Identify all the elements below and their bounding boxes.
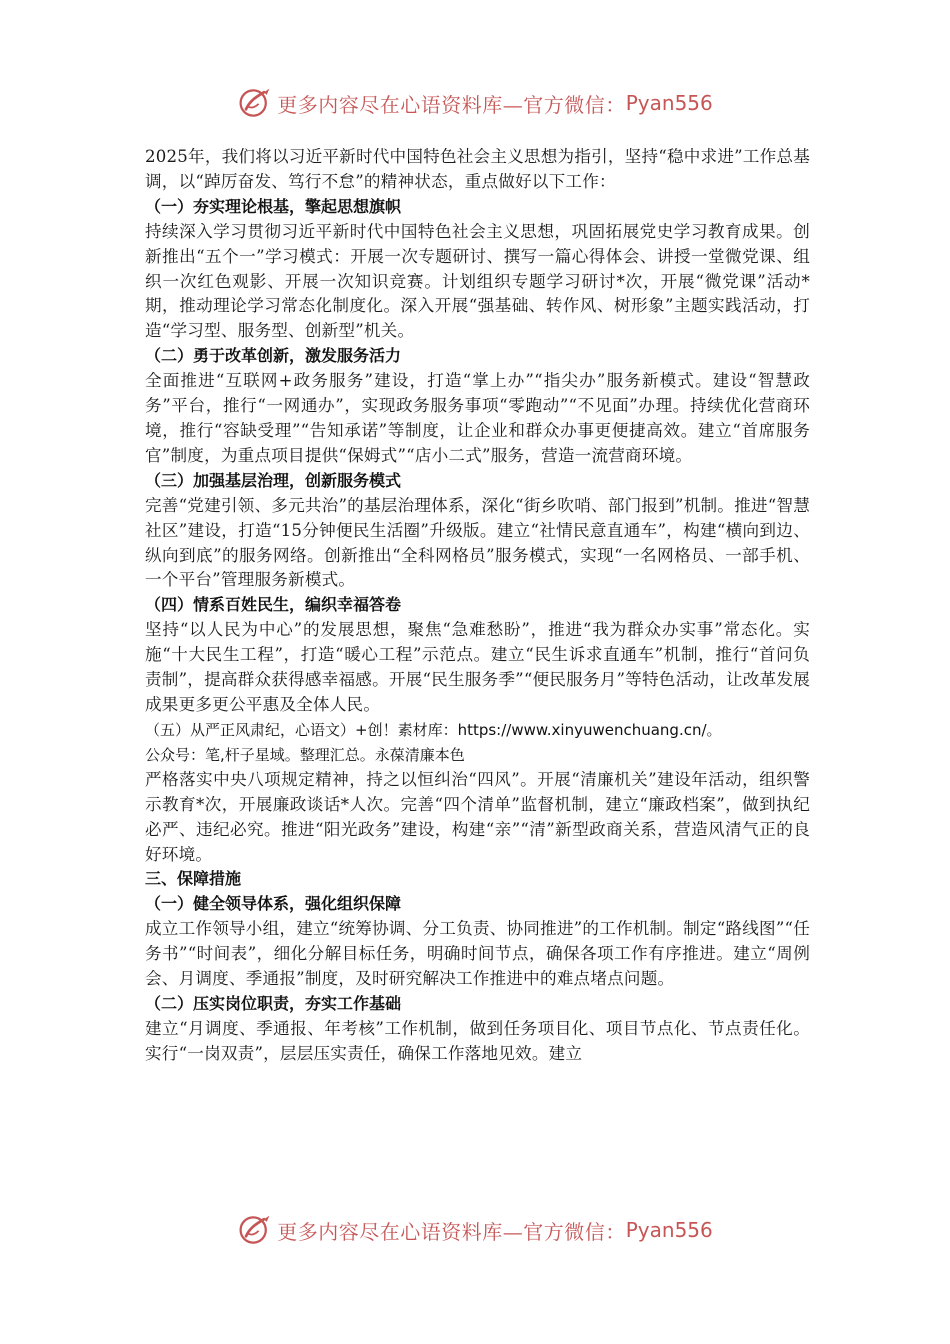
watermark-wechat-id: Pyan556 — [625, 1218, 713, 1242]
section-4-heading: （四）情系百姓民生，编织幸福答卷 — [145, 595, 402, 615]
measure-1-heading: （一）健全领导体系，强化组织保障 — [145, 894, 402, 914]
section-1-heading: （一）夯实理论根基，擎起思想旗帜 — [145, 196, 402, 216]
section-2-heading: （二）勇于改革创新，激发服务活力 — [145, 346, 402, 366]
measure-1-paragraph: 成立工作领导小组，建立“统筹协调、分工负责、协同推进”的工作机制。制定“路线图”“任务书”“时间表”，细化分解目标任务，明确时间节点，确保各项工作有序推进。建立“周例会、月调度、季通报”制度，及时研究解决工作推进中的难点堵点问题。 — [145, 919, 810, 989]
pen-logo-icon — [237, 1212, 273, 1248]
watermark-banner-top — [0, 83, 950, 123]
intro-paragraph: 2025年，我们将以习近平新时代中国特色社会主义思想为指引，坚持“稳中求进”工作总基调，以“踔厉奋发、笃行不怠”的精神状态，重点做好以下工作： — [145, 147, 810, 191]
section-5-heading-line-2: 公众号：笔,杆子星域。整理汇总。永葆清廉本色 — [145, 745, 465, 764]
measure-2-paragraph: 建立“月调度、季通报、年考核”工作机制，做到任务项目化、项目节点化、节点责任化。实行“一岗双责”，层层压实责任，确保工作落地见效。建立 — [145, 1018, 810, 1063]
pen-logo-icon — [237, 85, 273, 121]
section-5-heading-line-1: （五）从严正风肃纪，心语文）+创！素材库：https://www.xinyuwenchuang.cn/。 — [145, 720, 722, 739]
section-5-paragraph: 严格落实中央八项规定精神，持之以恒纠治“四风”。开展“清廉机关”建设年活动，组织警示教育*次，开展廉政谈话*人次。完善“四个清单”监督机制，建立“廉政档案”，做到执纪必严、违纪必究。推进“阳光政务”建设，构建“亲”“清”新型政商关系，营造风清气正的良好环境。 — [145, 769, 810, 864]
watermark-wechat-id: Pyan556 — [625, 91, 713, 115]
section-3-heading: （三）加强基层治理，创新服务模式 — [145, 470, 402, 490]
section-2-paragraph: 全面推进“互联网+政务服务”建设，打造“掌上办”“指尖办”服务新模式。建设“智慧政务”平台，推行“一网通办”，实现政务服务事项“零跑动”“不见面”办理。持续优化营商环境，推行“容缺受理”“告知承诺”等制度，让企业和群众办事更便捷高效。建立“首席服务官”制度，为重点项目提供“保姆式”“店小二式”服务，营造一流营商环境。 — [145, 371, 810, 465]
document-body — [145, 145, 810, 1067]
section-4-paragraph: 坚持“以人民为中心”的发展思想，聚焦“急难愁盼”，推进“我为群众办实事”常态化。实施“十大民生工程”，打造“暖心工程”示范点。建立“民生诉求直通车”机制，推行“首问负责制”，提高群众获得感幸福感。开展“民生服务季”“便民服务月”等特色活动，让改革发展成果更多更公平惠及全体人民。 — [145, 620, 810, 714]
watermark-site-text: 更多内容尽在心语资料库—官方微信： — [277, 92, 626, 117]
part-3-heading: 三、保障措施 — [145, 869, 242, 889]
watermark-site-text: 更多内容尽在心语资料库—官方微信： — [277, 1219, 626, 1244]
watermark-banner-bottom — [0, 1210, 950, 1250]
section-1-paragraph: 持续深入学习贯彻习近平新时代中国特色社会主义思想，巩固拓展党史学习教育成果。创新推出“五个一”学习模式：开展一次专题研讨、撰写一篇心得体会、讲授一堂微党课、组织一次红色观影、开展一次知识竞赛。计划组织专题学习研讨*次，开展“微党课”活动*期，推动理论学习常态化制度化。深入开展“强基础、转作风、树形象”主题实践活动，打造“学习型、服务型、创新型”机关。 — [145, 221, 810, 341]
section-3-paragraph: 完善“党建引领、多元共治”的基层治理体系，深化“街乡吹哨、部门报到”机制。推进“智慧社区”建设，打造“15分钟便民生活圈”升级版。建立“社情民意直通车”，构建“横向到边、纵向到底”的服务网络。创新推出“全科网格员”服务模式，实现“一名网格员、一部手机、一个平台”管理服务新模式。 — [145, 495, 810, 590]
measure-2-heading: （二）压实岗位职责，夯实工作基础 — [145, 994, 402, 1013]
